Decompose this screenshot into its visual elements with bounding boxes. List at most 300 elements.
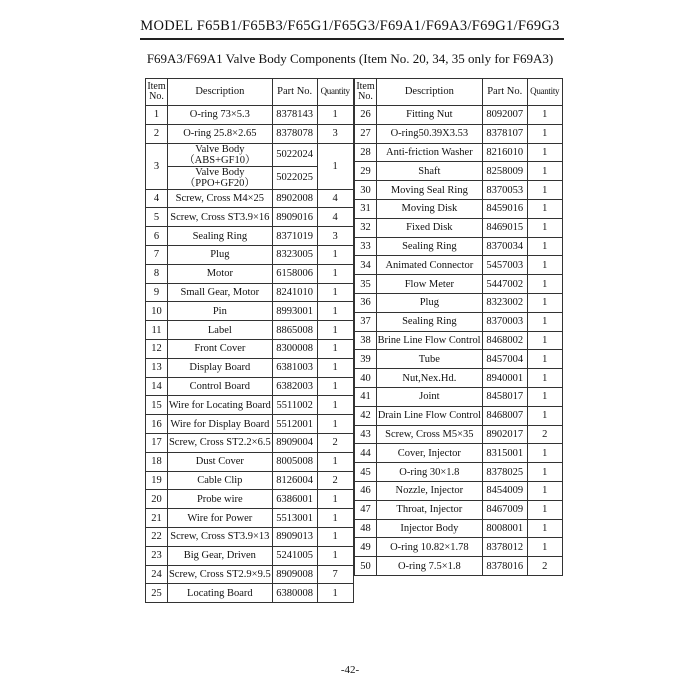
table-row [355, 256, 563, 275]
part-number: 5022025 [272, 166, 317, 189]
header-part-no: Part No. [272, 79, 317, 106]
description-text: Sealing Ring [402, 316, 457, 328]
item-number: 29 [355, 162, 377, 181]
title-underline [140, 38, 564, 40]
quantity: 3 [317, 124, 353, 143]
quantity: 1 [317, 302, 353, 321]
item-number: 38 [355, 331, 377, 350]
item-number: 32 [355, 218, 377, 237]
part-number: 8370053 [482, 181, 527, 200]
table-row [355, 425, 563, 444]
description-text: Drain Line Flow Control [377, 410, 481, 422]
table-row [146, 124, 354, 143]
table-row [146, 490, 354, 509]
part-description [168, 283, 273, 302]
part-description [377, 312, 483, 331]
description-text: Wire for Power [187, 512, 253, 524]
item-number: 3 [146, 143, 168, 189]
part-description [168, 358, 273, 377]
part-description [168, 565, 273, 584]
header-description: Description [377, 79, 483, 106]
part-number: 8258009 [482, 162, 527, 181]
item-number: 46 [355, 481, 377, 500]
table-row [355, 538, 563, 557]
part-number: 6382003 [272, 377, 317, 396]
part-description [377, 369, 483, 388]
part-description [168, 452, 273, 471]
part-number: 8454009 [482, 481, 527, 500]
table-row [355, 500, 563, 519]
part-number: 6381003 [272, 358, 317, 377]
part-description [377, 181, 483, 200]
part-description [377, 387, 483, 406]
part-description [377, 331, 483, 350]
part-number: 8459016 [482, 199, 527, 218]
table-row [355, 275, 563, 294]
part-number: 5512001 [272, 415, 317, 434]
item-number: 33 [355, 237, 377, 256]
part-description [377, 124, 483, 143]
header-quantity: Quantity [527, 79, 562, 106]
quantity: 1 [317, 452, 353, 471]
part-description [377, 444, 483, 463]
description-text: Nut,Nex.Hd. [402, 372, 457, 384]
part-number: 5022024 [272, 143, 317, 166]
item-number: 44 [355, 444, 377, 463]
quantity: 1 [317, 546, 353, 565]
description-text: Screw, Cross ST3.9×16 [170, 211, 270, 223]
description-text: Label [207, 324, 232, 336]
parts-table-right-body [355, 106, 563, 576]
part-description [168, 490, 273, 509]
item-number: 24 [146, 565, 168, 584]
quantity: 7 [317, 565, 353, 584]
part-number: 8378012 [482, 538, 527, 557]
table-row [146, 264, 354, 283]
part-number: 8378107 [482, 124, 527, 143]
item-number: 25 [146, 584, 168, 603]
quantity: 3 [317, 227, 353, 246]
item-number: 14 [146, 377, 168, 396]
quantity: 1 [527, 538, 562, 557]
table-row [146, 471, 354, 490]
description-text: Shaft [418, 165, 441, 177]
description-text: Tube [418, 353, 440, 365]
part-description [168, 546, 273, 565]
part-description [168, 246, 273, 265]
part-number: 8323002 [482, 293, 527, 312]
quantity: 1 [527, 481, 562, 500]
part-number: 8378016 [482, 557, 527, 576]
part-description [168, 415, 273, 434]
description-line: Valve Body [195, 166, 245, 178]
item-number: 28 [355, 143, 377, 162]
quantity: 1 [317, 106, 353, 125]
part-number: 8469015 [482, 218, 527, 237]
part-description [377, 350, 483, 369]
part-description [168, 509, 273, 528]
item-number: 42 [355, 406, 377, 425]
table-row [146, 565, 354, 584]
quantity: 1 [527, 162, 562, 181]
part-description [168, 584, 273, 603]
part-number: 8092007 [482, 106, 527, 125]
table-row [355, 162, 563, 181]
header-item-line2: No. [149, 91, 164, 102]
description-text: Sealing Ring [192, 230, 248, 242]
item-number: 11 [146, 321, 168, 340]
item-number: 23 [146, 546, 168, 565]
description-text: Sealing Ring [402, 240, 457, 252]
quantity: 2 [317, 434, 353, 453]
part-number: 6386001 [272, 490, 317, 509]
item-number: 45 [355, 463, 377, 482]
part-description [377, 106, 483, 125]
quantity: 1 [317, 340, 353, 359]
header-quantity: Quantity [317, 79, 353, 106]
header-item-line2: No. [358, 91, 373, 102]
description-text: Plug [419, 297, 439, 309]
table-row [146, 208, 354, 227]
description-text: Anti-friction Washer [385, 146, 473, 158]
quantity: 1 [527, 463, 562, 482]
part-number: 8370034 [482, 237, 527, 256]
item-number: 43 [355, 425, 377, 444]
table-row [355, 199, 563, 218]
description-text: Fixed Disk [406, 222, 453, 234]
item-number: 22 [146, 528, 168, 547]
table-row [146, 358, 354, 377]
part-description [168, 528, 273, 547]
description-line: （PPO+GF20） [184, 177, 255, 189]
part-number: 8315001 [482, 444, 527, 463]
part-number: 8241010 [272, 283, 317, 302]
table-row [355, 237, 563, 256]
quantity: 1 [527, 387, 562, 406]
description-text: O-ring 73×5.3 [189, 109, 250, 121]
description-text: Brine Line Flow Control [377, 334, 481, 346]
description-text: Cable Clip [197, 475, 243, 486]
quantity: 1 [527, 124, 562, 143]
item-number: 19 [146, 471, 168, 490]
table-row [355, 406, 563, 425]
part-description [168, 264, 273, 283]
description-text: Screw, Cross ST3.9×13 [170, 531, 270, 543]
table-row [146, 377, 354, 396]
description-text: Dust Cover [195, 456, 244, 468]
item-number: 10 [146, 302, 168, 321]
item-number: 18 [146, 452, 168, 471]
part-number: 8909004 [272, 434, 317, 453]
description-text: Front Cover [194, 343, 246, 355]
description-text: O-ring 25.8×2.65 [183, 128, 257, 140]
part-number: 8993001 [272, 302, 317, 321]
table-row [355, 106, 563, 125]
quantity: 1 [527, 143, 562, 162]
header-description: Description [168, 79, 273, 106]
description-line: （ABS+GF10） [184, 154, 256, 166]
table-row [146, 246, 354, 265]
part-description [377, 275, 483, 294]
section-title: F69A3/F69A1 Valve Body Components (Item No. 20, 34, 35 only for F69A3) [146, 51, 554, 66]
part-number: 8940001 [482, 369, 527, 388]
description-text: O-ring 30×1.8 [399, 466, 460, 478]
item-number: 47 [355, 500, 377, 519]
item-number: 37 [355, 312, 377, 331]
item-number: 2 [146, 124, 168, 143]
part-description [377, 538, 483, 557]
description-text: Flow Meter [404, 278, 454, 290]
part-description [377, 481, 483, 500]
table-row [355, 369, 563, 388]
item-number: 15 [146, 396, 168, 415]
item-number: 27 [355, 124, 377, 143]
item-number: 35 [355, 275, 377, 294]
part-number: 8457004 [482, 350, 527, 369]
header-item-no [355, 79, 377, 106]
part-number: 5457003 [482, 256, 527, 275]
item-number: 36 [355, 293, 377, 312]
part-description [168, 143, 273, 166]
table-row [146, 227, 354, 246]
header-item-line1: Item [356, 81, 375, 92]
part-description [168, 471, 273, 490]
table-row [146, 546, 354, 565]
table-row [146, 106, 354, 125]
table-row [146, 509, 354, 528]
quantity: 1 [527, 312, 562, 331]
part-description [377, 500, 483, 519]
item-number: 16 [146, 415, 168, 434]
item-number: 6 [146, 227, 168, 246]
description-text: Screw, Cross M5×35 [385, 428, 474, 440]
part-number: 6380008 [272, 584, 317, 603]
quantity: 1 [527, 350, 562, 369]
description-text: O-ring50.39X3.53 [390, 128, 469, 140]
description-text: Moving Disk [401, 203, 458, 215]
quantity: 1 [317, 358, 353, 377]
part-number: 8323005 [272, 246, 317, 265]
table-row [355, 293, 563, 312]
part-number: 8378025 [482, 463, 527, 482]
part-number: 5511002 [272, 396, 317, 415]
table-row [355, 519, 563, 538]
quantity: 1 [527, 218, 562, 237]
quantity: 1 [527, 199, 562, 218]
table-row [355, 350, 563, 369]
quantity: 1 [317, 415, 353, 434]
part-number: 8126004 [272, 471, 317, 490]
table-row [355, 481, 563, 500]
quantity: 1 [527, 293, 562, 312]
description-text: Injector Body [400, 522, 459, 534]
description-text: Display Board [189, 362, 251, 374]
part-number: 5513001 [272, 509, 317, 528]
part-description [168, 377, 273, 396]
table-row [146, 302, 354, 321]
part-number: 5241005 [272, 546, 317, 565]
description-text: Locating Board [187, 587, 253, 599]
part-description [168, 227, 273, 246]
part-description [168, 340, 273, 359]
description-line: Valve Body [195, 143, 245, 155]
description-text: Fitting Nut [406, 109, 453, 121]
part-number: 8909013 [272, 528, 317, 547]
description-text: O-ring 7.5×1.8 [397, 560, 461, 572]
part-number: 6158006 [272, 264, 317, 283]
table-row [146, 283, 354, 302]
table-row [146, 434, 354, 453]
description-text: Wire for Locating Board [168, 399, 271, 411]
part-description [168, 396, 273, 415]
description-text: Screw, Cross ST2.9×9.5 [168, 568, 271, 580]
model-title: MODEL F65B1/F65B3/F65G1/F65G3/F69A1/F69A3/F69G1/F69G3 [140, 18, 560, 34]
description-text: Wire for Display Board [170, 418, 270, 430]
part-description [168, 321, 273, 340]
description-text: Probe wire [196, 493, 243, 505]
item-number: 49 [355, 538, 377, 557]
part-number: 8005008 [272, 452, 317, 471]
table-row [146, 584, 354, 603]
header-item-line1: Item [147, 81, 166, 92]
part-number: 8902008 [272, 189, 317, 208]
part-description [168, 166, 273, 189]
part-description [377, 237, 483, 256]
quantity: 1 [317, 528, 353, 547]
quantity: 2 [527, 425, 562, 444]
item-number: 17 [146, 434, 168, 453]
quantity: 1 [527, 331, 562, 350]
part-description [168, 434, 273, 453]
part-description [377, 162, 483, 181]
part-number: 8468002 [482, 331, 527, 350]
quantity: 1 [527, 500, 562, 519]
description-text: Nozzle, Injector [395, 485, 464, 497]
description-text: Moving Seal Ring [390, 184, 468, 196]
description-text: Big Gear, Driven [183, 550, 256, 562]
description-text: Motor [206, 268, 233, 280]
table-row [146, 189, 354, 208]
part-description [377, 256, 483, 275]
parts-table-right [354, 78, 563, 576]
quantity: 1 [317, 143, 353, 189]
description-text: Control Board [189, 381, 251, 393]
part-number: 5447002 [482, 275, 527, 294]
quantity: 1 [317, 246, 353, 265]
part-number: 8865008 [272, 321, 317, 340]
quantity: 1 [527, 275, 562, 294]
part-description [377, 199, 483, 218]
table-row [355, 463, 563, 482]
item-number: 1 [146, 106, 168, 125]
part-description [168, 302, 273, 321]
part-number: 8458017 [482, 387, 527, 406]
header-part-no: Part No. [482, 79, 527, 106]
part-description [168, 124, 273, 143]
part-description [377, 143, 483, 162]
item-number: 26 [355, 106, 377, 125]
part-number: 8378078 [272, 124, 317, 143]
quantity: 1 [527, 369, 562, 388]
description-text: Screw, Cross M4×25 [175, 193, 265, 205]
description-text: O-ring 10.82×1.78 [390, 541, 469, 553]
table-header-row [146, 79, 354, 106]
quantity: 1 [317, 264, 353, 283]
part-number: 8371019 [272, 227, 317, 246]
part-description [377, 293, 483, 312]
part-number: 8467009 [482, 500, 527, 519]
part-description [377, 557, 483, 576]
item-number: 31 [355, 199, 377, 218]
quantity: 1 [527, 406, 562, 425]
part-description [377, 463, 483, 482]
part-description [377, 519, 483, 538]
table-row [146, 321, 354, 340]
description-text: Throat, Injector [396, 504, 463, 516]
table-row [146, 415, 354, 434]
item-number: 12 [146, 340, 168, 359]
part-description [168, 106, 273, 125]
part-number: 8909016 [272, 208, 317, 227]
table-row [355, 312, 563, 331]
page-number: -42- [340, 664, 360, 676]
table-row [355, 218, 563, 237]
quantity: 1 [527, 181, 562, 200]
description-text: Cover, Injector [397, 447, 461, 459]
part-number: 8370003 [482, 312, 527, 331]
table-row [355, 387, 563, 406]
item-number: 13 [146, 358, 168, 377]
quantity: 1 [527, 519, 562, 538]
item-number: 34 [355, 256, 377, 275]
part-description [377, 406, 483, 425]
item-number: 8 [146, 264, 168, 283]
quantity: 4 [317, 189, 353, 208]
quantity: 1 [317, 321, 353, 340]
part-description [377, 425, 483, 444]
description-text: Joint [419, 391, 440, 403]
table-row [355, 331, 563, 350]
quantity: 2 [317, 471, 353, 490]
parts-table-left-body [146, 106, 354, 603]
table-row [355, 124, 563, 143]
description-text: Small Gear, Motor [180, 287, 260, 299]
quantity: 1 [317, 509, 353, 528]
table-row [355, 557, 563, 576]
description-text: Pin [212, 305, 227, 317]
quantity: 1 [527, 256, 562, 275]
part-description [377, 218, 483, 237]
description-text: Screw, Cross ST2.2×6.5 [168, 437, 271, 449]
part-number: 8468007 [482, 406, 527, 425]
item-number: 9 [146, 283, 168, 302]
table-row [355, 444, 563, 463]
item-number: 41 [355, 387, 377, 406]
part-description [168, 208, 273, 227]
header-item-no [146, 79, 168, 106]
item-number: 48 [355, 519, 377, 538]
table-row [355, 181, 563, 200]
table-row [146, 452, 354, 471]
part-number: 8008001 [482, 519, 527, 538]
item-number: 20 [146, 490, 168, 509]
description-text: Plug [210, 249, 230, 261]
quantity: 1 [317, 377, 353, 396]
quantity: 1 [527, 237, 562, 256]
item-number: 21 [146, 509, 168, 528]
table-row [146, 340, 354, 359]
part-number: 8216010 [482, 143, 527, 162]
